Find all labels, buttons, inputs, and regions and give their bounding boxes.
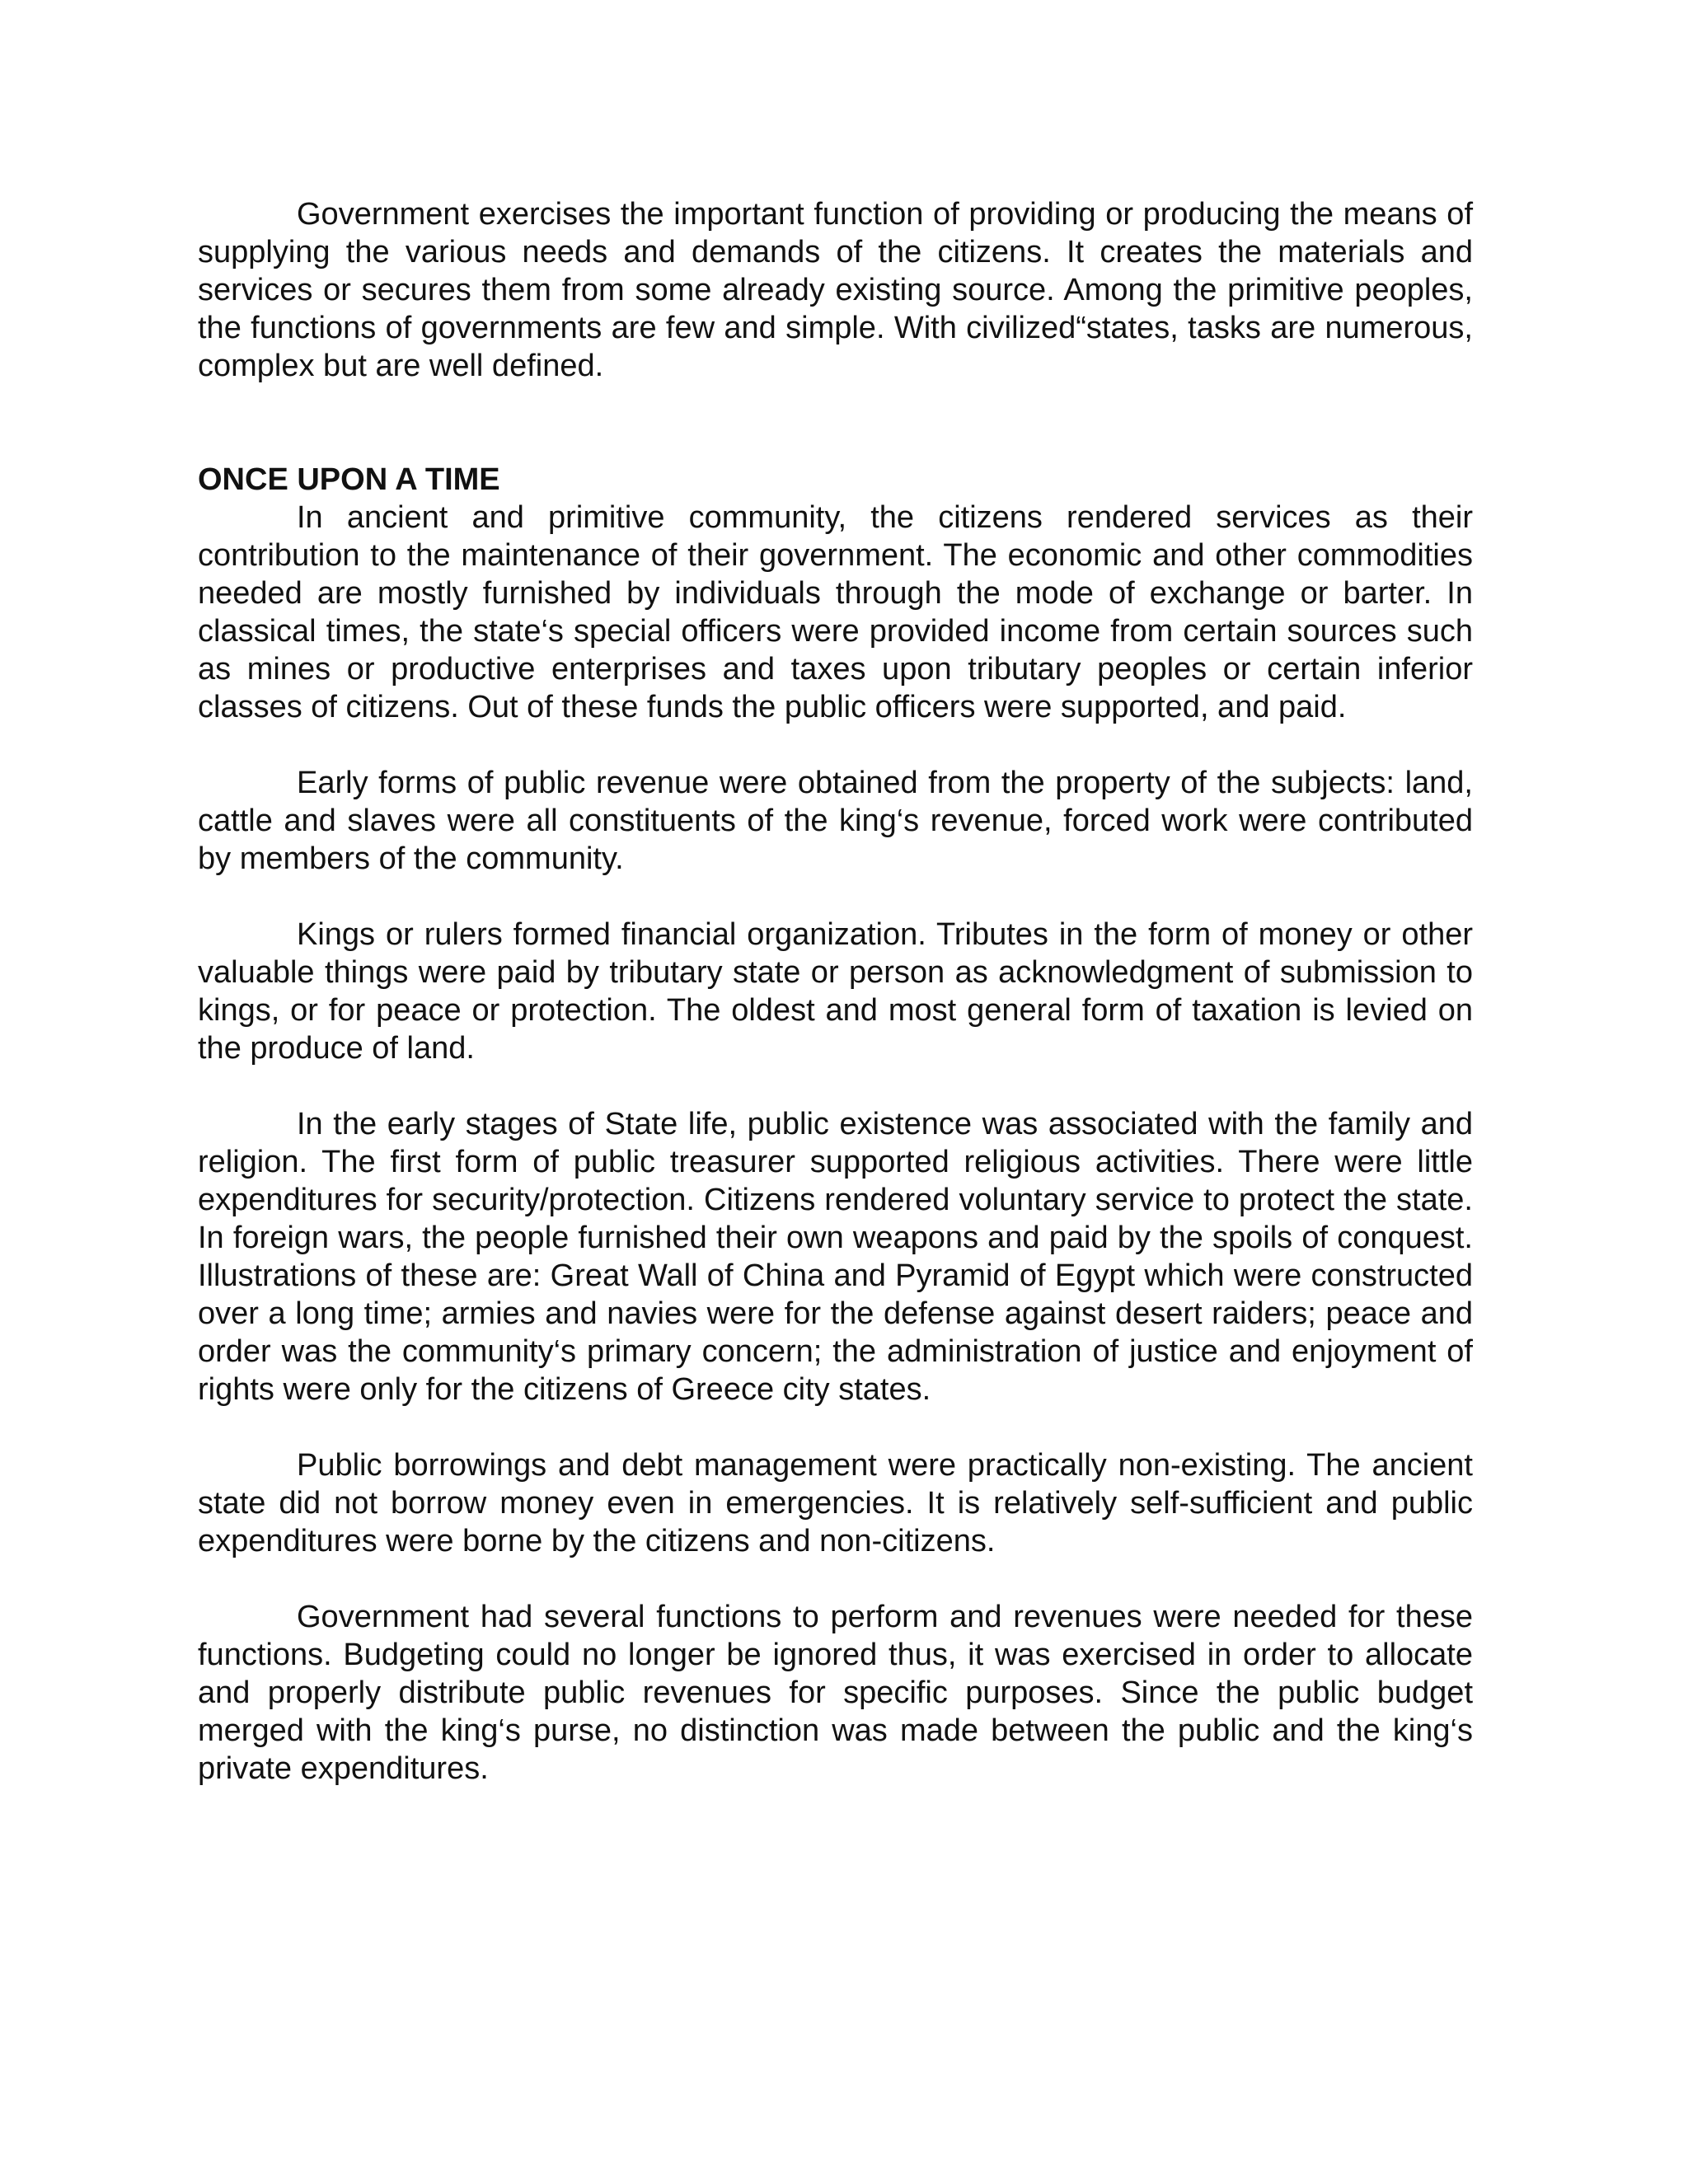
body-paragraph-3: Kings or rulers formed financial organization. Tributes in the form of money or other valuable things were paid by tributary state or person as acknowledgment of submission to kings, or for peace or protection. The oldest and most general form of taxation is levied on the produce of land. — [198, 917, 1473, 1066]
body-paragraph-6: Government had several functions to perform and revenues were needed for these functions. Budgeting could no longer be ignored thus, it was exercised in order to allocate and properly distribute public revenues for specific purposes. Since the public budget merged with the king‘s purse, no distinction was made between the public and the king‘s private expenditures. — [198, 1600, 1473, 1786]
body-paragraph-5: Public borrowings and debt management were practically non-existing. The ancient state did not borrow money even in emergencies. It is relatively self-sufficient and public expenditures were borne by the citizens and non-citizens. — [198, 1448, 1473, 1558]
body-paragraph-2: Early forms of public revenue were obtained from the property of the subjects: land, cattle and slaves were all constituents of the king‘s revenue, forced work were contributed by members of the community. — [198, 766, 1473, 876]
paragraph-spacer — [198, 1408, 1473, 1446]
body-paragraph-4: In the early stages of State life, public existence was associated with the family and religion. The first form of public treasurer supported religious activities. There were little expenditures for security/protection. Citizens rendered voluntary service to protect the state. In foreign wars, the people furnished their own weapons and paid by the spoils of conquest. Illustrations of these are: Great Wall of China and Pyramid of Egypt which were constructed over a long time; armies and navies were for the defense against desert raiders; peace and order was the community‘s primary concern; the administration of justice and enjoyment of rights were only for the citizens of Greece city states. — [198, 1107, 1473, 1407]
paragraph-spacer — [198, 878, 1473, 916]
paragraph-spacer — [198, 1560, 1473, 1598]
intro-paragraph: Government exercises the important function of providing or producing the means of supplying the various needs and demands of the citizens. It creates the materials and services or secures them from some already existing source. Among the primitive peoples, the functions of governments are few and simple. With civilized“states, tasks are numerous, complex but are well defined. — [198, 197, 1473, 383]
paragraph-spacer — [198, 726, 1473, 764]
body-paragraph-1: In ancient and primitive community, the citizens rendered services as their contribution to the maintenance of their government. The economic and other commodities needed are mostly furnished by individuals through the mode of exchange or barter. In classical times, the state‘s special officers were provided income from certain sources such as mines or productive enterprises and taxes upon tributary peoples or certain inferior classes of citizens. Out of these funds the public officers were supported, and paid. — [198, 500, 1473, 724]
section-spacer — [198, 385, 1473, 461]
section-heading: ONCE UPON A TIME — [198, 462, 500, 497]
document-page — [198, 195, 1473, 1788]
paragraph-spacer — [198, 1067, 1473, 1105]
